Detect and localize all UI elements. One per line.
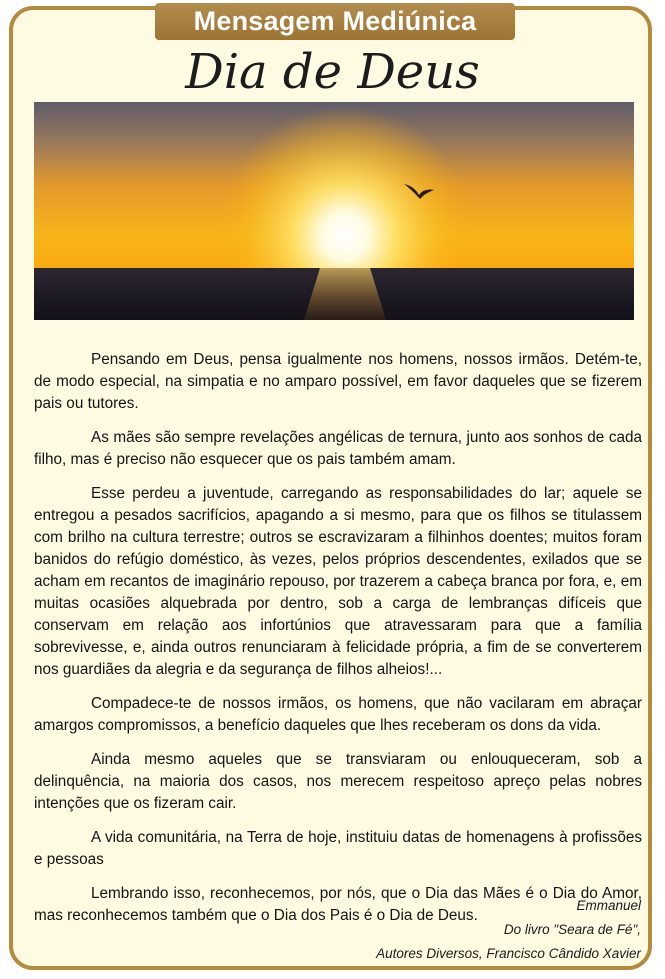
signature-author: Emmanuel xyxy=(576,898,641,913)
page-title: Dia de Deus xyxy=(185,44,480,100)
paragraph: Lembrando isso, reconhecemos, por nós, que o Dia das Mães é o Dia do Amor, mas reconhecemos também que o Dia dos Pais é o Dia de Deus. xyxy=(34,885,642,924)
signature-credits: Autores Diversos, Francisco Cândido Xavier xyxy=(376,946,641,961)
header-badge xyxy=(155,3,515,40)
message-body xyxy=(34,349,642,939)
paragraph: Compadece-te de nossos irmãos, os homens, que não vacilaram em abraçar amargos compromissos, a benefício daqueles que lhes receberam os dons da vida. xyxy=(34,695,642,734)
paragraph: As mães são sempre revelações angélicas de ternura, junto aos sonhos de cada filho, mas é preciso não esquecer que os pais também amam. xyxy=(34,429,642,468)
sunset-over-sea-image xyxy=(34,102,634,320)
signature-block xyxy=(301,894,641,966)
paragraph: A vida comunitária, na Terra de hoje, instituiu datas de homenagens à profissões e pessoas xyxy=(34,829,642,868)
paragraph: Esse perdeu a juventude, carregando as responsabilidades do lar; aquele se entregou a pesados sacrifícios, apagando a si mesmo, para que os filhos se titulassem com brilho na cultura terrestre; outros se escravizaram a filhinhos doentes; muitos foram banidos do refúgio doméstico, às vezes, pelos próprios descendentes, exilados que se acham em recantos de imaginário repouso, por trazerem a cabeça branca por fora, e, em muitas ocasiões alquebrada por dentro, sob a carga de lembranças difíceis que conservam em relação aos infortúnios que atravessaram para que a família sobrevivesse, e, ainda outros renunciaram à felicidade própria, a fim de se converterem nos guardiães da alegria e da segurança de filhos alheios!... xyxy=(34,485,642,678)
paragraph: Ainda mesmo aqueles que se transviaram ou enlouqueceram, sob a delinquência, na maioria dos casos, nos merecem respeitoso apreço pelas nobres intenções que os fizeram cair. xyxy=(34,751,642,812)
paragraph: Pensando em Deus, pensa igualmente nos homens, nossos irmãos. Detém-te, de modo especial, na simpatia e no amparo possível, em favor daqueles que se fizerem pais ou tutores. xyxy=(34,351,642,412)
header-label: Mensagem Mediúnica xyxy=(193,6,477,36)
signature-book: Do livro "Seara de Fé", xyxy=(503,922,641,937)
